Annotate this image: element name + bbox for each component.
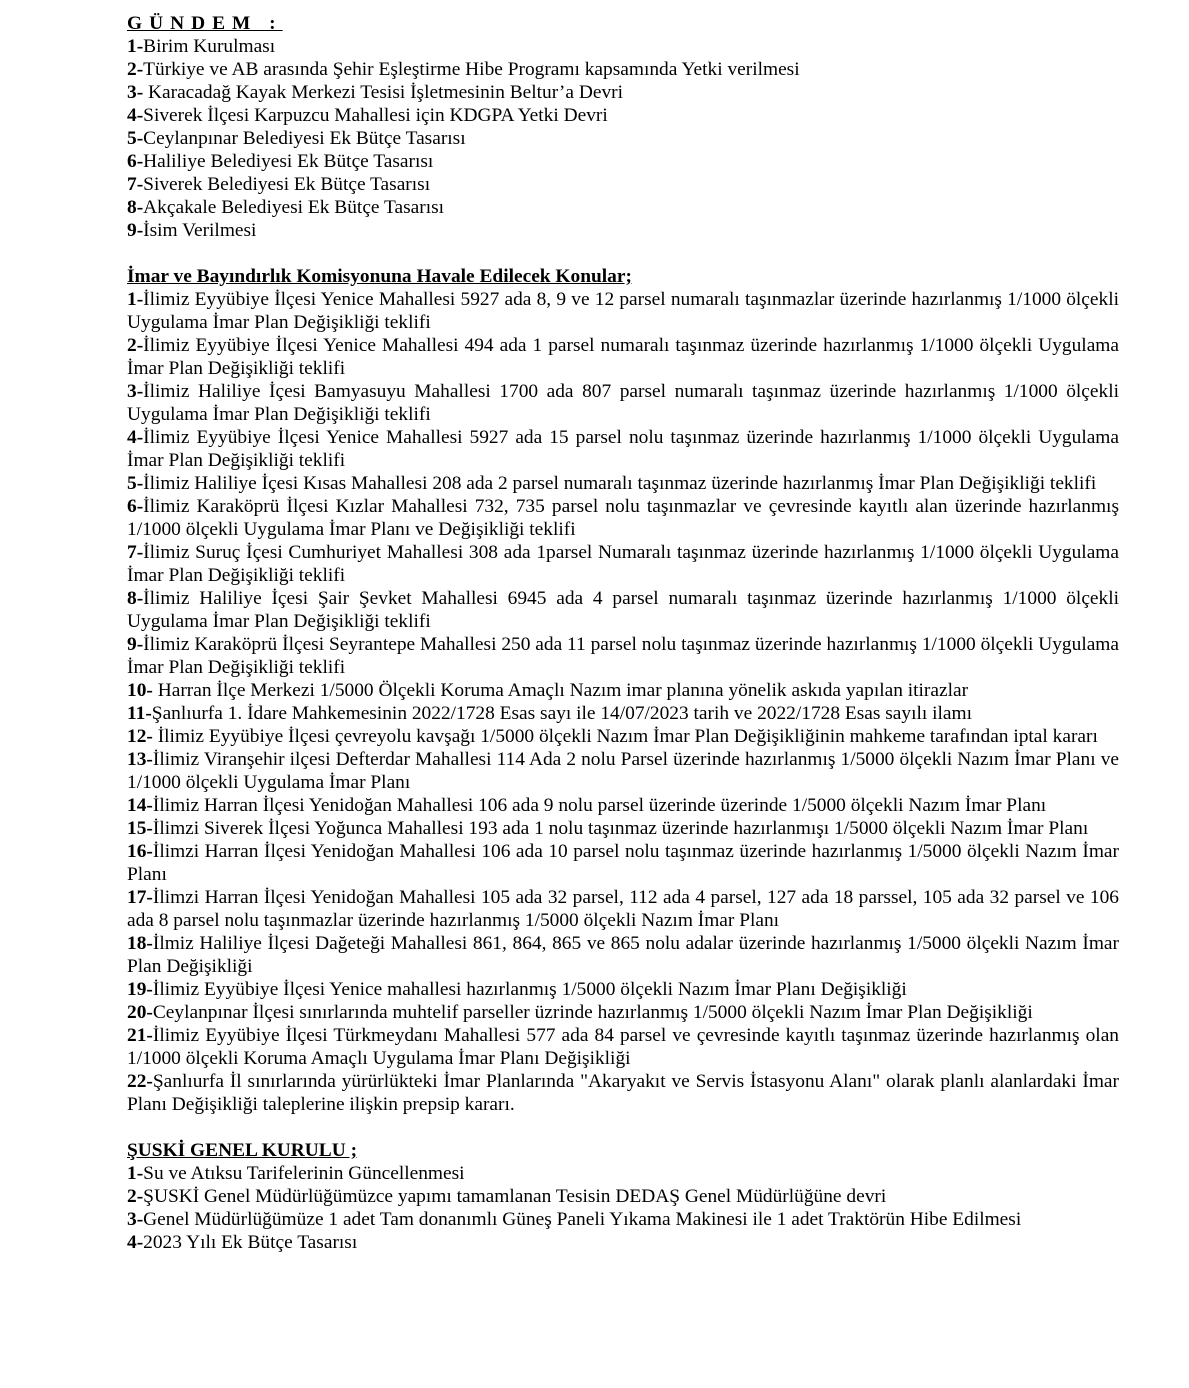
agenda-item-text: Siverek Belediyesi Ek Bütçe Tasarısı [143, 174, 431, 195]
agenda-item [127, 702, 1119, 725]
agenda-item-text: İlimiz Eyyübiye İlçesi çevreyolu kavşağı 1/5000 ölçekli Nazım İmar Plan Değişikliğinin mahkeme tarafından iptal kararı [152, 726, 1098, 747]
agenda-item-text: İlimiz Eyyübiye İlçesi Yenice Mahallesi 5927 ada 15 parsel nolu taşınmaz üzerinde hazırlanmış 1/1000 ölçekli Uygulama İmar Plan Değişikliği teklifi [127, 427, 1119, 471]
agenda-item [127, 150, 1119, 173]
imar-commission-list [127, 288, 1119, 1116]
agenda-item-number: 22- [127, 1071, 153, 1092]
agenda-item [127, 1024, 1119, 1070]
agenda-item-number: 3- [127, 381, 144, 402]
agenda-item [127, 1231, 1119, 1254]
agenda-item [127, 196, 1119, 219]
agenda-item [127, 840, 1119, 886]
agenda-item [127, 725, 1119, 748]
agenda-item-text: İlimiz Suruç İçesi Cumhuriyet Mahallesi 308 ada 1parsel Numaralı taşınmaz üzerinde hazırlanmış 1/1000 ölçekli Uygulama İmar Plan Değişikliği teklifi [127, 542, 1119, 586]
agenda-item-text: İlimiz Haliliye İçesi Bamyasuyu Mahallesi 1700 ada 807 parsel numaralı taşınmaz üzerinde hazırlanmış 1/1000 ölçekli Uygulama İmar Plan Değişikliği teklifi [127, 381, 1119, 425]
agenda-item-number: 2- [127, 59, 144, 80]
agenda-item-number: 9- [127, 634, 144, 655]
agenda-item [127, 886, 1119, 932]
agenda-item [127, 587, 1119, 633]
section-spacer [127, 1116, 1119, 1139]
agenda-item [127, 679, 1119, 702]
agenda-item-number: 6- [127, 496, 144, 517]
agenda-item [127, 495, 1119, 541]
agenda-item [127, 633, 1119, 679]
agenda-item-text: ŞUSKİ Genel Müdürlüğümüzce yapımı tamamlanan Tesisin DEDAŞ Genel Müdürlüğüne devri [143, 1186, 887, 1207]
agenda-item-text: Siverek İlçesi Karpuzcu Mahallesi için KDGPA Yetki Devri [143, 105, 608, 126]
agenda-item-text: İlimiz Haliliye İçesi Kısas Mahallesi 208 ada 2 parsel numaralı taşınmaz üzerinde hazırlanmış İmar Plan Değişikliği teklifi [143, 473, 1097, 494]
agenda-item-number: 3- [127, 82, 144, 103]
agenda-item-number: 10- [127, 680, 153, 701]
agenda-item-text: İlimiz Eyyübiye İlçesi Yenice Mahallesi 5927 ada 8, 9 ve 12 parsel numaralı taşınmazlar üzerinde hazırlanmış 1/1000 ölçekli Uygulama İmar Plan Değişikliği teklifi [127, 289, 1119, 333]
agenda-item-text: İlimiz Harran İlçesi Yenidoğan Mahallesi 106 ada 9 nolu parsel üzerinde üzerinde 1/5000 ölçekli Nazım İmar Planı [152, 795, 1047, 816]
agenda-item [127, 380, 1119, 426]
agenda-item-number: 18- [127, 933, 153, 954]
agenda-item-text: Su ve Atıksu Tarifelerinin Güncellenmesi [143, 1163, 465, 1184]
agenda-item-text: Harran İlçe Merkezi 1/5000 Ölçekli Koruma Amaçlı Nazım imar planına yönelik askıda yapılan itirazlar [152, 680, 969, 701]
agenda-item [127, 288, 1119, 334]
agenda-item [127, 1001, 1119, 1024]
agenda-item-number: 20- [127, 1002, 153, 1023]
agenda-item-number: 7- [127, 174, 144, 195]
agenda-item-text: Şanlıurfa 1. İdare Mahkemesinin 2022/1728 Esas sayı ile 14/07/2023 tarih ve 2022/1728 Esas sayılı ilamı [151, 703, 972, 724]
agenda-item [127, 748, 1119, 794]
agenda-item-text: İsim Verilmesi [143, 220, 257, 241]
agenda-item-number: 9- [127, 220, 144, 241]
agenda-item-text: İlimiz Eyyübiye İlçesi Yenice mahallesi hazırlanmış 1/5000 ölçekli Nazım İmar Planı Değişikliği [152, 979, 907, 1000]
agenda-item-number: 2- [127, 335, 144, 356]
agenda-item [127, 104, 1119, 127]
agenda-item [127, 58, 1119, 81]
agenda-item [127, 794, 1119, 817]
agenda-item-number: 4- [127, 427, 144, 448]
agenda-item-text: Ceylanpınar Belediyesi Ek Bütçe Tasarısı [143, 128, 466, 149]
agenda-item-text: Akçakale Belediyesi Ek Bütçe Tasarısı [143, 197, 445, 218]
agenda-item-text: İlimiz Karaköprü İlçesi Kızlar Mahallesi 732, 735 parsel nolu taşınmazlar ve çevresinde kayıtlı alan üzerinde hazırlanmış 1/1000 ölçekli Uygulama İmar Planı ve Değişikliği teklifi [127, 496, 1119, 540]
agenda-item [127, 426, 1119, 472]
agenda-item-text: Genel Müdürlüğümüze 1 adet Tam donanımlı Güneş Paneli Yıkama Makinesi ile 1 adet Traktörün Hibe Edilmesi [143, 1209, 1022, 1230]
agenda-item-number: 5- [127, 128, 144, 149]
agenda-item [127, 173, 1119, 196]
agenda-item-text: İlimzi Harran İlçesi Yenidoğan Mahallesi 106 ada 10 parsel nolu taşınmaz üzerinde hazırlanmış 1/5000 ölçekli Nazım İmar Planı [127, 841, 1119, 885]
agenda-item-text: İlimiz Karaköprü İlçesi Seyrantepe Mahallesi 250 ada 11 parsel nolu taşınmaz üzerinde hazırlanmış 1/1000 ölçekli Uygulama İmar Plan Değişikliği teklifi [127, 634, 1119, 678]
agenda-item-number: 14- [127, 795, 153, 816]
agenda-item [127, 219, 1119, 242]
agenda-item [127, 1070, 1119, 1116]
agenda-item [127, 932, 1119, 978]
agenda-item [127, 978, 1119, 1001]
agenda-item-number: 19- [127, 979, 153, 1000]
agenda-item-text: İlimiz Eyyübiye İlçesi Türkmeydanı Mahallesi 577 ada 84 parsel ve çevresinde kayıtlı taşınmaz üzerinde hazırlanmış olan 1/1000 ölçekli Koruma Amaçlı Uygulama İmar Planı Değişikliği [127, 1025, 1119, 1069]
agenda-item-text: Şanlıurfa İl sınırlarında yürürlükteki İmar Planlarında "Akaryakıt ve Servis İstasyonu Alanı" olarak planlı alanlardaki İmar Planı Değişikliği taleplerine ilişkin prepsip kararı. [127, 1071, 1119, 1115]
agenda-item-text: İlimiz Viranşehir ilçesi Defterdar Mahallesi 114 Ada 2 nolu Parsel üzerinde hazırlanmış 1/5000 ölçekli Nazım İmar Planı ve 1/1000 ölçekli Uygulama İmar Planı [127, 749, 1119, 793]
agenda-item-number: 13- [127, 749, 153, 770]
agenda-item-number: 7- [127, 542, 144, 563]
agenda-item-number: 5- [127, 473, 144, 494]
agenda-item [127, 541, 1119, 587]
agenda-item [127, 81, 1119, 104]
suski-heading: ŞUSKİ GENEL KURULU ; [127, 1140, 358, 1161]
agenda-item-text: İlmiz Haliliye İlçesi Dağeteği Mahallesi 861, 864, 865 ve 865 nolu adalar üzerinde hazırlanmış 1/5000 ölçekli Nazım İmar Plan Değişikliği [127, 933, 1119, 977]
agenda-item [127, 127, 1119, 150]
agenda-item-text: İlimiz Haliliye İçesi Şair Şevket Mahallesi 6945 ada 4 parsel numaralı taşınmaz üzerinde hazırlanmış 1/1000 ölçekli Uygulama İmar Plan Değişikliği teklifi [127, 588, 1119, 632]
agenda-item [127, 1162, 1119, 1185]
agenda-item-text: Türkiye ve AB arasında Şehir Eşleştirme Hibe Programı kapsamında Yetki verilmesi [143, 59, 800, 80]
agenda-item-text: Birim Kurulması [143, 36, 276, 57]
agenda-item [127, 472, 1119, 495]
agenda-item [127, 817, 1119, 840]
agenda-item-number: 1- [127, 289, 144, 310]
agenda-item-number: 4- [127, 1232, 144, 1253]
imar-commission-heading: İmar ve Bayındırlık Komisyonuna Havale Edilecek Konular; [127, 266, 632, 287]
agenda-item-number: 3- [127, 1209, 144, 1230]
agenda-item-number: 11- [127, 703, 152, 724]
agenda-item-number: 16- [127, 841, 153, 862]
agenda-item [127, 1185, 1119, 1208]
agenda-item-text: 2023 Yılı Ek Bütçe Tasarısı [143, 1232, 358, 1253]
agenda-item-text: İlimzi Harran İlçesi Yenidoğan Mahallesi 105 ada 32 parsel, 112 ada 4 parsel, 127 ada 18 parssel, 105 ada 32 parsel ve 106 ada 8 parsel nolu taşınmazlar üzerinde hazırlanmış 1/5000 ölçekli Nazım İmar Planı [127, 887, 1119, 931]
agenda-item-text: İlimiz Eyyübiye İlçesi Yenice Mahallesi 494 ada 1 parsel numaralı taşınmaz üzerinde hazırlanmış 1/1000 ölçekli Uygulama İmar Plan Değişikliği teklifi [127, 335, 1119, 379]
agenda-item-text: Karacadağ Kayak Merkezi Tesisi İşletmesinin Beltur’a Devri [143, 82, 623, 103]
agenda-item-number: 12- [127, 726, 153, 747]
suski-list [127, 1162, 1119, 1254]
agenda-item-number: 1- [127, 36, 144, 57]
section-spacer [127, 242, 1119, 265]
agenda-item-number: 15- [127, 818, 153, 839]
agenda-item-number: 4- [127, 105, 144, 126]
agenda-item-number: 21- [127, 1025, 153, 1046]
agenda-item-number: 6- [127, 151, 144, 172]
gundem-list [127, 35, 1119, 242]
agenda-item-number: 17- [127, 887, 153, 908]
agenda-item-number: 8- [127, 588, 144, 609]
agenda-item-text: İlimzi Siverek İlçesi Yoğunca Mahallesi 193 ada 1 nolu taşınmaz üzerinde hazırlanmışı 1/5000 ölçekli Nazım İmar Planı [152, 818, 1089, 839]
agenda-item-text: Ceylanpınar İlçesi sınırlarında muhtelif parseller üzrinde hazırlanmış 1/5000 ölçekli Nazım İmar Plan Değişikliği [152, 1002, 1033, 1023]
agenda-item [127, 334, 1119, 380]
agenda-item-text: Haliliye Belediyesi Ek Bütçe Tasarısı [143, 151, 434, 172]
gundem-heading: GÜNDEM : [127, 13, 283, 34]
agenda-item-number: 2- [127, 1186, 144, 1207]
agenda-item [127, 1208, 1119, 1231]
document [127, 12, 1119, 1254]
agenda-item-number: 1- [127, 1163, 144, 1184]
agenda-item-number: 8- [127, 197, 144, 218]
agenda-item [127, 35, 1119, 58]
